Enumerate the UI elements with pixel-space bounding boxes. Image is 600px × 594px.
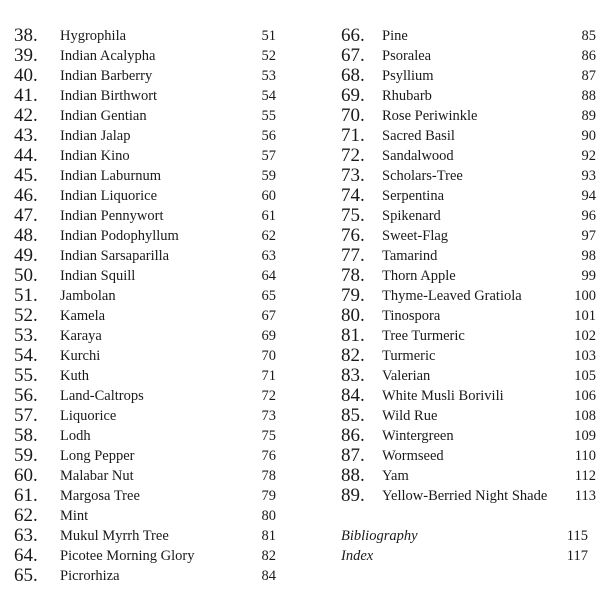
entry-number: 76.: [341, 225, 365, 246]
entry-number: 58.: [14, 425, 38, 446]
toc-entry: [14, 506, 276, 526]
entry-page-number: 103: [574, 348, 596, 364]
entry-title: Hygrophila: [60, 28, 127, 44]
toc-entry: [14, 206, 276, 226]
entry-title: Psyllium: [382, 68, 434, 84]
entry-title: Indian Podophyllum: [60, 228, 179, 244]
entry-number: 54.: [14, 345, 38, 366]
toc-entry: [14, 426, 276, 446]
toc-entry: [341, 186, 596, 206]
entry-page-number: 73: [261, 408, 276, 424]
entry-page-number: 90: [581, 128, 596, 144]
entry-page-number: 81: [261, 528, 276, 544]
entry-page-number: 60: [261, 188, 276, 204]
entry-page-number: 55: [261, 108, 276, 124]
toc-entry: [14, 306, 276, 326]
entry-title: Tamarind: [382, 248, 438, 264]
toc-entry: [14, 566, 276, 586]
entry-title: Picrorhiza: [60, 568, 120, 584]
entry-number: 89.: [341, 485, 365, 506]
entry-title: Indian Gentian: [60, 108, 147, 124]
toc-entry: [341, 486, 596, 506]
entry-page-number: 79: [261, 488, 276, 504]
entry-page-number: 108: [574, 408, 596, 424]
entry-page-number: 69: [261, 328, 276, 344]
toc-entry: [341, 266, 596, 286]
entry-number: 43.: [14, 125, 38, 146]
entry-number: 60.: [14, 465, 38, 486]
toc-entry: [14, 546, 276, 566]
entry-page-number: 78: [261, 468, 276, 484]
toc-entry: [341, 86, 596, 106]
entry-title: Rhubarb: [382, 88, 432, 104]
entry-number: 69.: [341, 85, 365, 106]
entry-page-number: 112: [574, 468, 596, 484]
toc-entry: [341, 126, 596, 146]
toc-entry: [14, 386, 276, 406]
entry-page-number: 106: [574, 388, 596, 404]
entry-page-number: 56: [261, 128, 276, 144]
back-matter-page-number: 115: [566, 528, 588, 544]
entry-title: Indian Barberry: [60, 68, 153, 84]
entry-title: Indian Kino: [60, 148, 130, 164]
entry-title: Turmeric: [382, 348, 436, 364]
toc-entry: [14, 66, 276, 86]
entry-page-number: 51: [261, 28, 276, 44]
entry-title: Indian Birthwort: [60, 88, 158, 104]
entry-number: 63.: [14, 525, 38, 546]
toc-entry: [14, 146, 276, 166]
toc-entry: [14, 166, 276, 186]
entry-title: Scholars-Tree: [382, 168, 463, 184]
back-matter-title: Bibliography: [341, 528, 418, 544]
entry-number: 86.: [341, 425, 365, 446]
entry-title: Wintergreen: [382, 428, 454, 444]
entry-title: Indian Sarsaparilla: [60, 248, 170, 264]
entry-title: Indian Jalap: [60, 128, 131, 144]
entry-number: 79.: [341, 285, 365, 306]
entry-page-number: 53: [261, 68, 276, 84]
entry-page-number: 99: [581, 268, 596, 284]
entry-page-number: 85: [581, 28, 596, 44]
entry-title: Karaya: [60, 328, 102, 344]
entry-number: 50.: [14, 265, 38, 286]
entry-number: 52.: [14, 305, 38, 326]
entry-page-number: 72: [261, 388, 276, 404]
toc-entry: [14, 246, 276, 266]
entry-page-number: 89: [581, 108, 596, 124]
entry-title: Indian Squill: [60, 268, 136, 284]
entry-page-number: 75: [261, 428, 276, 444]
toc-entry: [14, 486, 276, 506]
entry-number: 40.: [14, 65, 38, 86]
toc-entry: [341, 246, 596, 266]
entry-title: White Musli Borivili: [382, 388, 504, 404]
entry-number: 57.: [14, 405, 38, 426]
entry-title: Kuth: [60, 368, 89, 384]
entry-title: Yellow-Berried Night Shade: [382, 488, 548, 504]
toc-entry: [341, 166, 596, 186]
entry-number: 82.: [341, 345, 365, 366]
entry-page-number: 100: [574, 288, 596, 304]
entry-page-number: 54: [261, 88, 276, 104]
entry-page-number: 110: [574, 448, 596, 464]
toc-entry: [341, 326, 596, 346]
entry-title: Tree Turmeric: [382, 328, 465, 344]
entry-title: Indian Pennywort: [60, 208, 164, 224]
entry-title: Sweet-Flag: [382, 228, 449, 244]
toc-entry: [14, 266, 276, 286]
toc-entry: [14, 326, 276, 346]
entry-page-number: 88: [581, 88, 596, 104]
entry-page-number: 101: [574, 308, 596, 324]
toc-entry: [341, 206, 596, 226]
entry-number: 74.: [341, 185, 365, 206]
entry-page-number: 65: [261, 288, 276, 304]
entry-number: 84.: [341, 385, 365, 406]
entry-number: 77.: [341, 245, 365, 266]
entry-title: Lodh: [60, 428, 91, 444]
entry-number: 61.: [14, 485, 38, 506]
entry-title: Thyme-Leaved Gratiola: [382, 288, 522, 304]
toc-entry: [14, 226, 276, 246]
entry-number: 75.: [341, 205, 365, 226]
entry-page-number: 86: [581, 48, 596, 64]
toc-entry: [341, 346, 596, 366]
entry-number: 48.: [14, 225, 38, 246]
entry-number: 88.: [341, 465, 365, 486]
entry-title: Wormseed: [382, 448, 444, 464]
entry-page-number: 52: [261, 48, 276, 64]
toc-entry: [341, 226, 596, 246]
toc-entry: [14, 26, 276, 46]
toc-entry: [341, 286, 596, 306]
toc-entry: [341, 426, 596, 446]
entry-page-number: 62: [261, 228, 276, 244]
entry-title: Long Pepper: [60, 448, 135, 464]
toc-entry: [341, 466, 596, 486]
toc-entry: [14, 366, 276, 386]
entry-page-number: 109: [574, 428, 596, 444]
toc-entry: [14, 446, 276, 466]
back-matter-entry: [341, 526, 588, 546]
entry-number: 72.: [341, 145, 365, 166]
entry-page-number: 105: [574, 368, 596, 384]
entry-number: 80.: [341, 305, 365, 326]
entry-title: Land-Caltrops: [60, 388, 144, 404]
entry-number: 65.: [14, 565, 38, 586]
entry-number: 38.: [14, 25, 38, 46]
back-matter-page-number: 117: [566, 548, 588, 564]
entry-title: Tinospora: [382, 308, 441, 324]
entry-number: 49.: [14, 245, 38, 266]
entry-page-number: 113: [574, 488, 596, 504]
entry-page-number: 67: [261, 308, 276, 324]
entry-page-number: 92: [581, 148, 596, 164]
entry-number: 81.: [341, 325, 365, 346]
entry-page-number: 82: [261, 548, 276, 564]
back-matter-list: [341, 526, 588, 566]
entry-page-number: 84: [261, 568, 276, 584]
toc-entry: [14, 126, 276, 146]
entry-title: Thorn Apple: [382, 268, 456, 284]
entry-number: 47.: [14, 205, 38, 226]
entry-title: Psoralea: [382, 48, 432, 64]
entry-number: 85.: [341, 405, 365, 426]
entry-number: 67.: [341, 45, 365, 66]
entry-title: Picotee Morning Glory: [60, 548, 195, 564]
toc-entry: [14, 186, 276, 206]
toc-entry: [341, 46, 596, 66]
toc-entry: [341, 66, 596, 86]
entry-number: 62.: [14, 505, 38, 526]
entry-title: Indian Laburnum: [60, 168, 162, 184]
toc-entry: [341, 386, 596, 406]
entry-page-number: 98: [581, 248, 596, 264]
entry-number: 56.: [14, 385, 38, 406]
entry-number: 41.: [14, 85, 38, 106]
entry-page-number: 87: [581, 68, 596, 84]
entry-number: 53.: [14, 325, 38, 346]
entry-page-number: 64: [261, 268, 276, 284]
entry-title: Indian Acalypha: [60, 48, 156, 64]
entry-title: Serpentina: [382, 188, 445, 204]
toc-entry: [14, 406, 276, 426]
entry-number: 46.: [14, 185, 38, 206]
entry-title: Malabar Nut: [60, 468, 134, 484]
entry-number: 73.: [341, 165, 365, 186]
entry-page-number: 80: [261, 508, 276, 524]
toc-entry: [341, 26, 596, 46]
toc-entry: [341, 146, 596, 166]
toc-entry: [341, 306, 596, 326]
entry-number: 70.: [341, 105, 365, 126]
entry-page-number: 94: [581, 188, 596, 204]
toc-entry: [14, 46, 276, 66]
entry-title: Margosa Tree: [60, 488, 140, 504]
entry-title: Mukul Myrrh Tree: [60, 528, 169, 544]
entry-title: Wild Rue: [382, 408, 438, 424]
toc-entry: [341, 106, 596, 126]
toc-entry: [14, 106, 276, 126]
entry-title: Sandalwood: [382, 148, 454, 164]
toc-entry: [341, 406, 596, 426]
entry-title: Jambolan: [60, 288, 116, 304]
entry-title: Mint: [60, 508, 89, 524]
entry-page-number: 71: [261, 368, 276, 384]
entry-page-number: 76: [261, 448, 276, 464]
entry-number: 42.: [14, 105, 38, 126]
entry-page-number: 97: [581, 228, 596, 244]
toc-entry: [341, 366, 596, 386]
entry-number: 68.: [341, 65, 365, 86]
toc-entry: [14, 346, 276, 366]
entry-number: 44.: [14, 145, 38, 166]
entry-title: Sacred Basil: [382, 128, 455, 144]
entry-title: Pine: [382, 28, 408, 44]
entry-page-number: 61: [261, 208, 276, 224]
toc-column-left: [14, 26, 276, 586]
back-matter-entry: [341, 546, 588, 566]
toc-entry: [14, 526, 276, 546]
entry-title: Yam: [382, 468, 409, 484]
entry-title: Spikenard: [382, 208, 441, 224]
back-matter-title: Index: [341, 548, 374, 564]
entry-number: 45.: [14, 165, 38, 186]
entry-page-number: 93: [581, 168, 596, 184]
entry-page-number: 70: [261, 348, 276, 364]
entry-number: 71.: [341, 125, 365, 146]
entry-page-number: 63: [261, 248, 276, 264]
entry-title: Liquorice: [60, 408, 117, 424]
entry-number: 39.: [14, 45, 38, 66]
entry-number: 83.: [341, 365, 365, 386]
toc-column-right: [341, 26, 596, 506]
entry-number: 51.: [14, 285, 38, 306]
entry-number: 55.: [14, 365, 38, 386]
entry-title: Rose Periwinkle: [382, 108, 478, 124]
entry-page-number: 102: [574, 328, 596, 344]
entry-number: 66.: [341, 25, 365, 46]
entry-page-number: 96: [581, 208, 596, 224]
entry-title: Valerian: [382, 368, 431, 384]
toc-entry: [14, 86, 276, 106]
entry-page-number: 59: [261, 168, 276, 184]
toc-entry: [14, 286, 276, 306]
entry-page-number: 57: [261, 148, 276, 164]
entry-number: 59.: [14, 445, 38, 466]
entry-number: 78.: [341, 265, 365, 286]
entry-title: Kamela: [60, 308, 106, 324]
toc-entry: [14, 466, 276, 486]
entry-number: 87.: [341, 445, 365, 466]
entry-title: Indian Liquorice: [60, 188, 158, 204]
toc-entry: [341, 446, 596, 466]
entry-number: 64.: [14, 545, 38, 566]
entry-title: Kurchi: [60, 348, 101, 364]
